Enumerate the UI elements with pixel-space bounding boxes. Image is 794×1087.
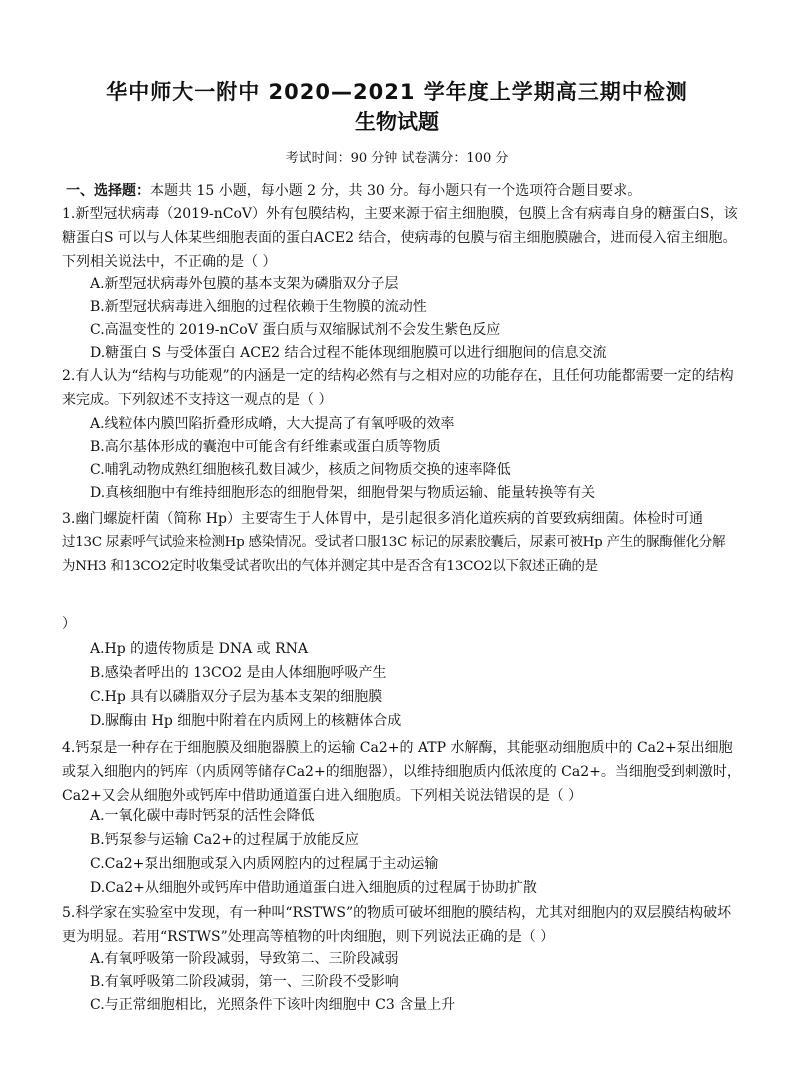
question-3-option-b: B.感染者呼出的 13CO2 是由人体细胞呼吸产生 — [90, 665, 387, 681]
question-3-stem-end: ） — [62, 616, 76, 632]
section-label: 一、选择题： — [66, 183, 150, 199]
question-3-option-c: C.Hp 具有以磷脂双分子层为基本支架的细胞膜 — [90, 689, 383, 705]
question-4-option-b: B.钙泵参与运输 Ca2+的过程属于放能反应 — [90, 832, 359, 848]
question-3-option-a: A.Hp 的遗传物质是 DNA 或 RNA — [90, 641, 309, 657]
question-2-stem: 2.有人认为“结构与功能观”的内涵是一定的结构必然有与之相对应的功能存在，且任何功能都需要一定的结构来完成。下列叙述不支持这一观点的是（ ） — [62, 368, 734, 408]
exam-meta: 考试时间：90 分钟 试卷满分：100 分 — [285, 151, 509, 166]
question-1-option-d: D.糖蛋白 S 与受体蛋白 ACE2 结合过程不能体现细胞膜可以进行细胞间的信息交流 — [90, 345, 607, 361]
question-2-option-a: A.线粒体内膜凹陷折叠形成嵴，大大提高了有氧呼吸的效率 — [90, 416, 455, 432]
question-4-option-a: A.一氧化碳中毒时钙泵的活性会降低 — [90, 808, 315, 824]
question-1-option-c: C.高温变性的 2019-nCoV 蛋白质与双缩脲试剂不会发生紫色反应 — [90, 322, 501, 338]
question-2-option-c: C.哺乳动物成熟红细胞核孔数目减少，核质之间物质交换的速率降低 — [90, 462, 511, 478]
exam-title: 华中师大一附中 2020—2021 学年度上学期高三期中检测 — [106, 80, 688, 104]
question-2-option-d: D.真核细胞中有维持细胞形态的细胞骨架，细胞骨架与物质运输、能量转换等有关 — [90, 485, 596, 501]
question-3-stem-line-1: 3.幽门螺旋杆菌（简称 Hp）主要寄生于人体胃中，是引起很多消化道疾病的首要致病细菌。体检时可通 — [62, 511, 703, 527]
section-heading — [66, 180, 746, 200]
question-5-option-c: C.与正常细胞相比，光照条件下该叶肉细胞中 C3 含量上升 — [90, 997, 456, 1013]
question-3-stem-line-2: 过13C 尿素呼气试验来检测Hp 感染情况。受试者口服13C 标记的尿素胶囊后，尿素可被Hp 产生的脲酶催化分解 — [62, 535, 726, 550]
question-2-option-b: B.高尔基体形成的囊泡中可能含有纤维素或蛋白质等物质 — [90, 439, 441, 455]
question-4-option-c: C.Ca2+泵出细胞或泵入内质网腔内的过程属于主动运输 — [90, 856, 439, 872]
question-1-stem: 1.新型冠状病毒（2019-nCoV）外有包膜结构，主要来源于宿主细胞膜，包膜上含有病毒自身的糖蛋白S，该糖蛋白S 可以与人体某些细胞表面的蛋白ACE2 结合，使病毒的包膜与宿主细胞膜融合，进而侵入宿主细胞。下列相关说法中，不正确的是（ ） — [62, 206, 738, 270]
question-5-stem: 5.科学家在实验室中发现，有一种叫“RSTWS”的物质可破坏细胞的膜结构，尤其对细胞内的双层膜结构破坏更为明显。若用“RSTWS”处理高等植物的叶肉细胞，则下列说法正确的是（ ） — [62, 905, 732, 945]
question-3-stem-line-3: 为NH3 和13CO2定时收集受试者吹出的气体并测定其中是否含有13CO2以下叙述正确的是 — [62, 559, 598, 574]
question-1-option-b: B.新型冠状病毒进入细胞的过程依赖于生物膜的流动性 — [90, 299, 427, 315]
question-5-option-b: B.有氧呼吸第二阶段减弱，第一、三阶段不受影响 — [90, 974, 399, 990]
question-4-stem: 4.钙泵是一种存在于细胞膜及细胞器膜上的运输 Ca2+的 ATP 水解酶，其能驱动细胞质中的 Ca2+泵出细胞或泵入细胞内的钙库（内质网等储存Ca2+的细胞器），以维持细胞质内低浓度的 Ca2+。当细胞受到刺激时，Ca2+又会从细胞外或钙库中借助通道蛋白进入细胞质。下列相关说法错误的是（ ） — [62, 740, 741, 804]
question-5-option-a: A.有氧呼吸第一阶段减弱，导致第二、三阶段减弱 — [90, 951, 399, 967]
question-4-option-d: D.Ca2+从细胞外或钙库中借助通道蛋白进入细胞质的过程属于协助扩散 — [90, 880, 537, 896]
section-text: 本题共 15 小题，每小题 2 分，共 30 分。每小题只有一个选项符合题目要求。 — [150, 183, 642, 199]
question-1-option-a: A.新型冠状病毒外包膜的基本支架为磷脂双分子层 — [90, 276, 399, 292]
question-3-option-d: D.脲酶由 Hp 细胞中附着在内质网上的核糖体合成 — [90, 713, 402, 729]
exam-subtitle: 生物试题 — [355, 110, 439, 134]
